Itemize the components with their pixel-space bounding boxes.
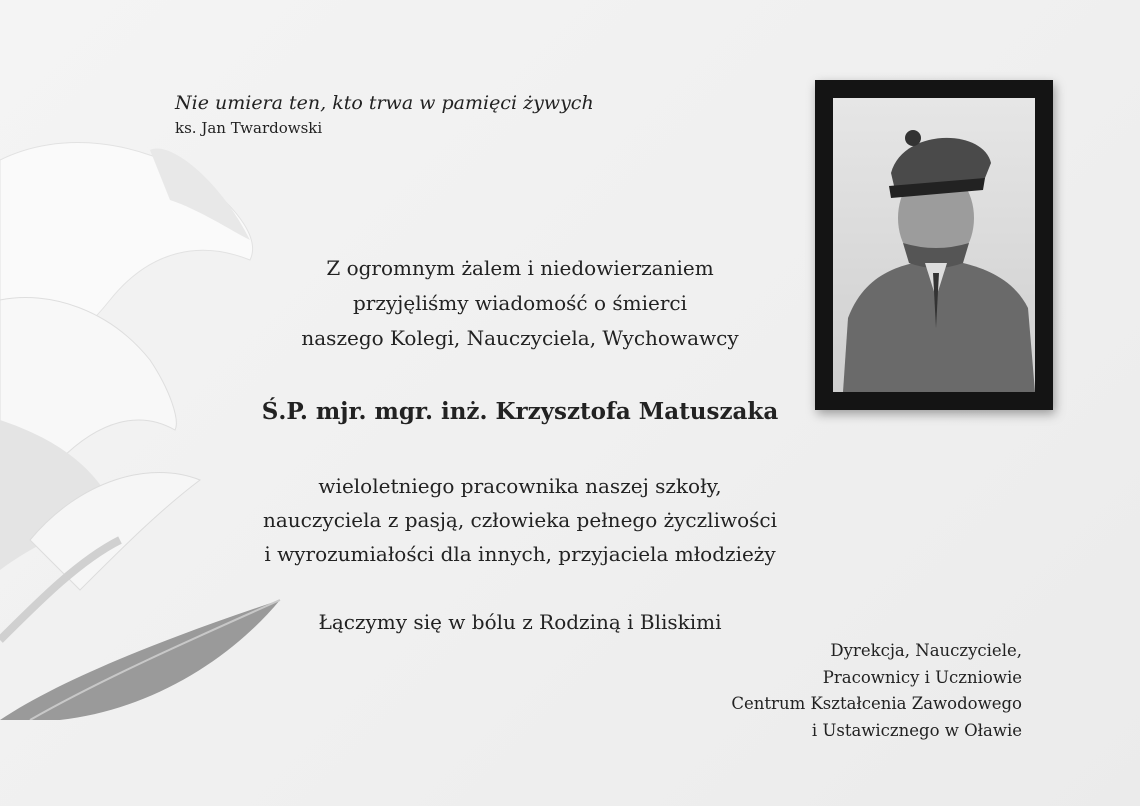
intro-paragraph — [220, 251, 820, 356]
description-paragraph — [220, 469, 820, 571]
quote-text: Nie umiera ten, kto trwa w pamięci żywych — [175, 92, 594, 114]
description-line: i wyrozumiałości dla innych, przyjaciela młodzieży — [264, 542, 776, 566]
signature-line: Pracownicy i Uczniowie — [822, 667, 1022, 687]
description-line: nauczyciela z pasją, człowieka pełnego życzliwości — [262, 508, 777, 532]
intro-line: Z ogromnym żalem i niedowierzaniem — [326, 256, 714, 280]
signature-line: Dyrekcja, Nauczyciele, — [830, 641, 1022, 660]
quote-author: ks. Jan Twardowski — [175, 119, 323, 137]
portrait-photo — [833, 98, 1035, 392]
deceased-name: Ś.P. mjr. mgr. inż. Krzysztofa Matuszaka — [261, 398, 779, 425]
portrait-frame — [815, 80, 1053, 410]
description-line: wieloletniego pracownika naszej szkoły, — [318, 474, 722, 498]
signature-line: Centrum Kształcenia Zawodowego — [731, 694, 1022, 713]
signature — [731, 638, 1022, 744]
intro-line: przyjęliśmy wiadomość o śmierci — [352, 291, 688, 315]
portrait-silhouette — [833, 98, 1035, 392]
signature-line: i Ustawicznego w Oławie — [811, 720, 1022, 740]
closing-line: Łączymy się w bólu z Rodziną i Bliskimi — [318, 610, 722, 634]
intro-line: naszego Kolegi, Nauczyciela, Wychowawcy — [301, 326, 739, 350]
